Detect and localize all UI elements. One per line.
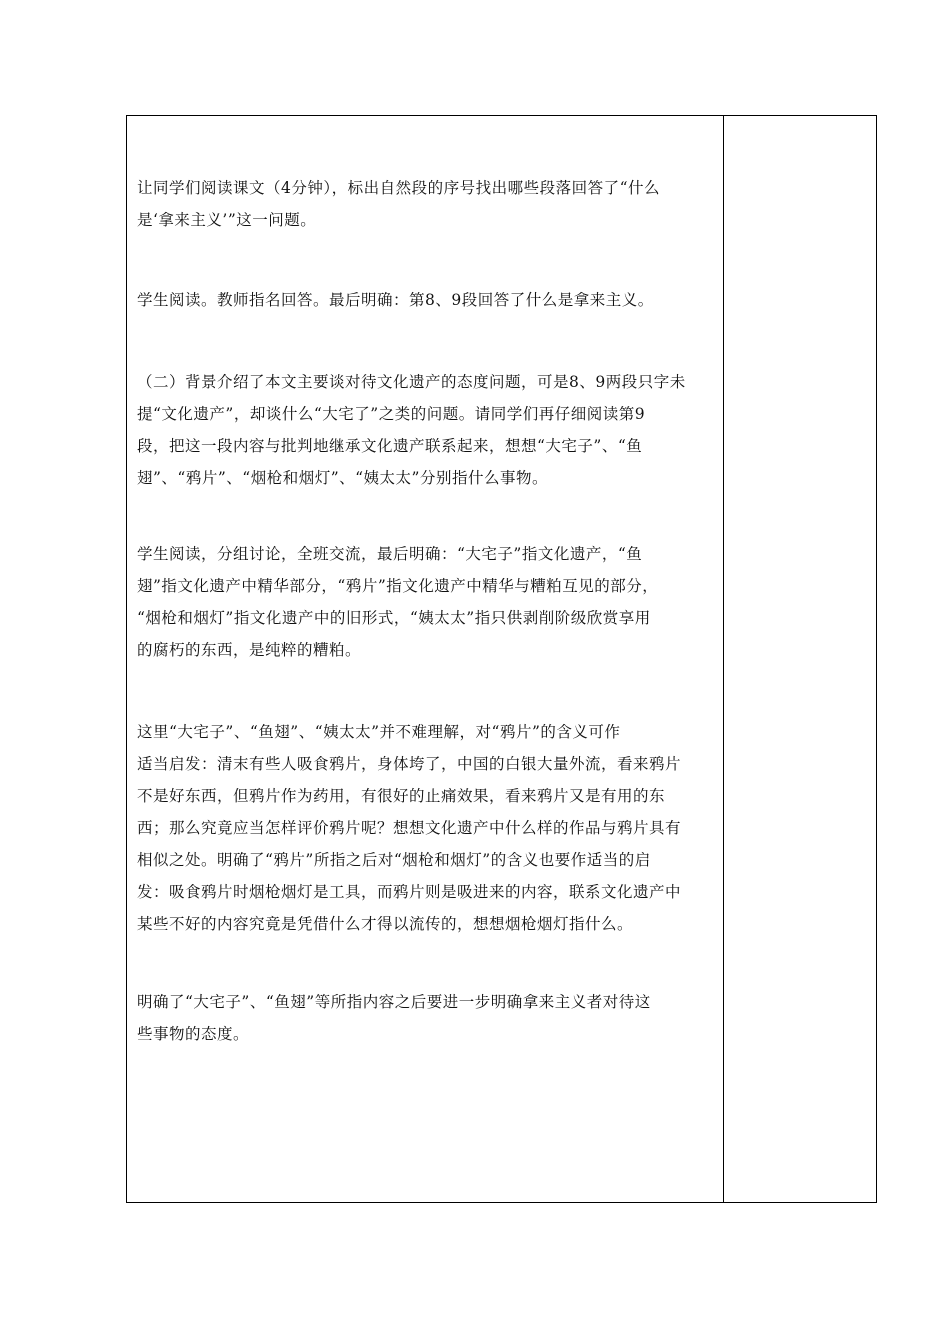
lesson-table bbox=[126, 115, 877, 1203]
paragraph-discussion-result: 学生阅读，分组讨论，全班交流，最后明确：“大宅子”指文化遗产，“鱼 翅”指文化遗产中精华部分，“鸦片”指文化遗产中精华与糟粕互见的部分， “烟枪和烟灯”指文化遗产中的旧形式，“姨太太”指只供剥削阶级欣赏享用 的腐朽的东西，是纯粹的糟粕。 bbox=[137, 545, 659, 659]
paragraph-answer-definition: 学生阅读。教师指名回答。最后明确：第8、9段回答了什么是拿来主义。 bbox=[137, 291, 654, 309]
paragraph-background-question: （二）背景介绍了本文主要谈对待文化遗产的态度问题，可是8、9两段只字未 提“文化遗产”，却谈什么“大宅了”之类的问题。请同学们再仔细阅读第9 段，把这一段内容与批判地继承文化遗产联系起来，想想“大宅子”、“鱼 翅”、“鸦片”、“烟枪和烟灯”、“姨太太”分别指什么事物。 bbox=[137, 373, 686, 487]
notes-cell bbox=[724, 116, 876, 1202]
paragraph-reading-task: 让同学们阅读课文（4分钟），标出自然段的序号找出哪些段落回答了“什么 是‘拿来主义’”这一问题。 bbox=[137, 179, 661, 229]
paragraph-conclusion: 明确了“大宅子”、“鱼翅”等所指内容之后要进一步明确拿来主义者对待这 些事物的态度。 bbox=[137, 993, 651, 1043]
paragraph-opium-explanation: 这里“大宅子”、“鱼翅”、“姨太太”并不难理解，对“鸦片”的含义可作 适当启发：清末有些人吸食鸦片，身体垮了，中国的白银大量外流，看来鸦片 不是好东西，但鸦片作为药用，有很好的止痛效果，看来鸦片又是有用的东 西；那么究竟应当怎样评价鸦片呢？想想文化遗产中什么样的作品与鸦片具有 相似之处。明确了“鸦片”所指之后对“烟枪和烟灯”的含义也要作适当的启 发：吸食鸦片时烟枪烟灯是工具，而鸦片则是吸进来的内容，联系文化遗产中 某些不好的内容究竟是凭借什么才得以流传的，想想烟枪烟灯指什么。 bbox=[137, 723, 682, 933]
content-cell bbox=[127, 116, 724, 1202]
